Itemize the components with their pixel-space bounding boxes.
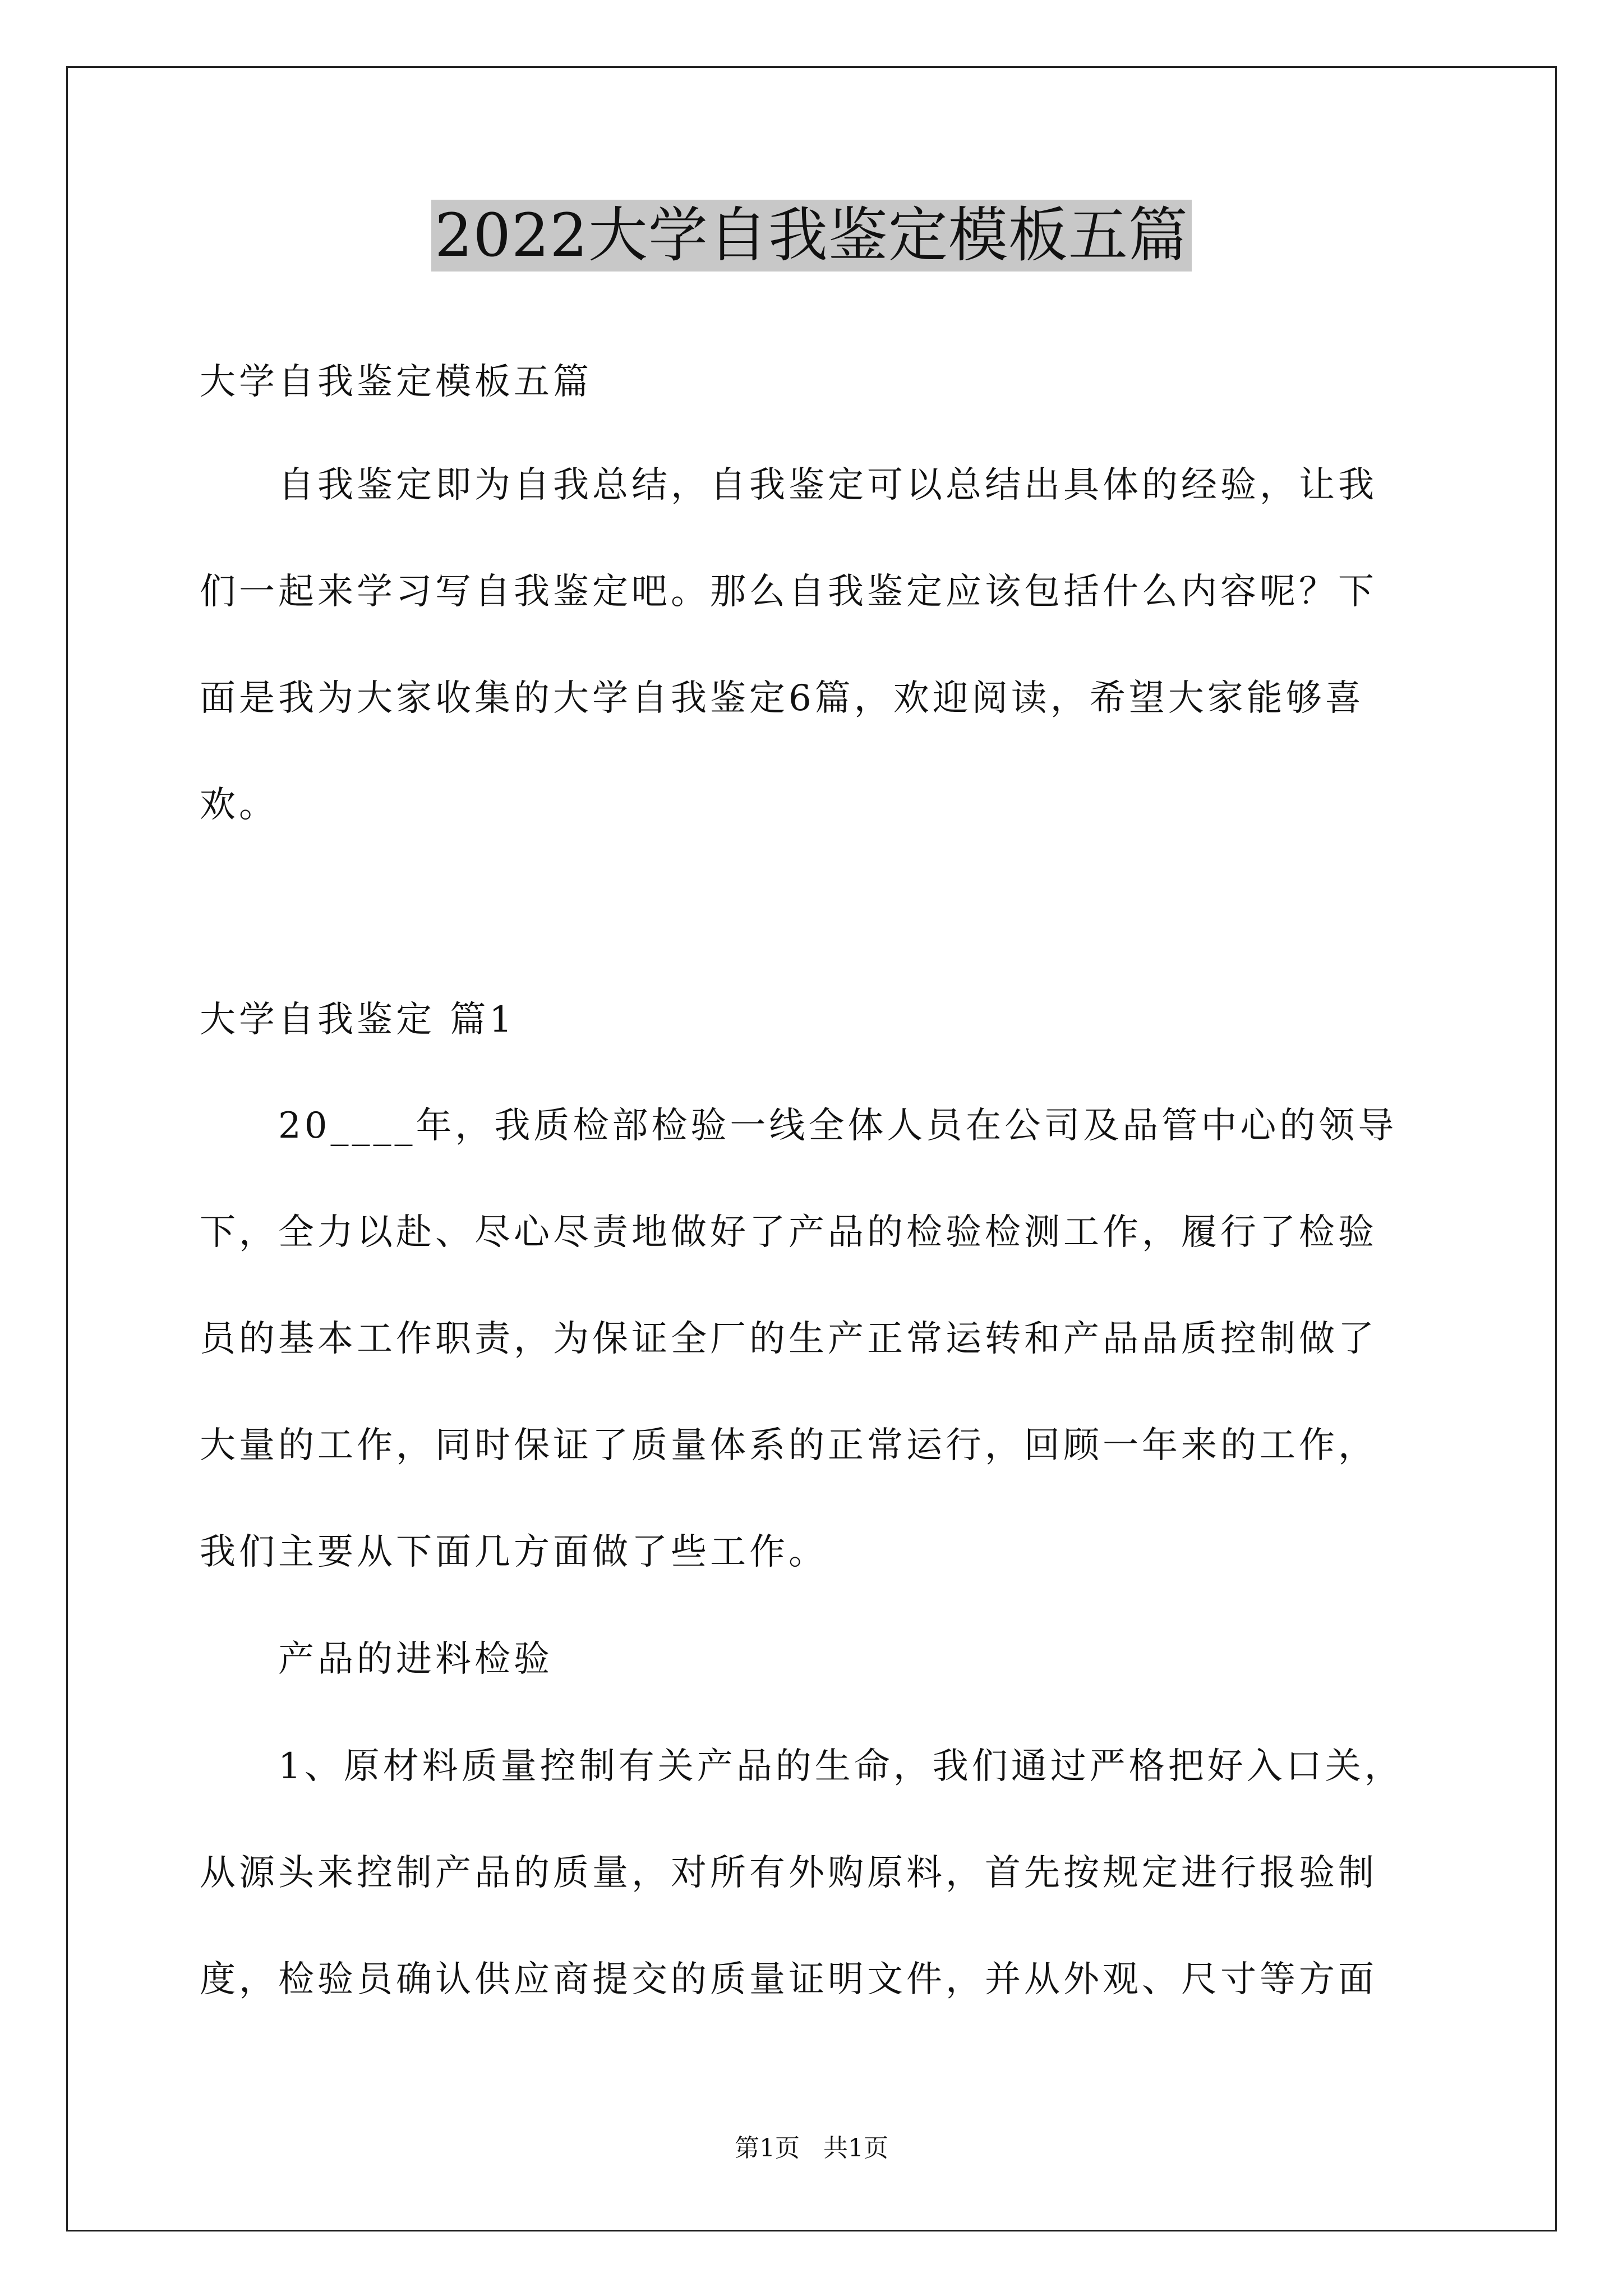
para2-line-3: 度，检验员确认供应商提交的质量证明文件，并从外观、尺寸等方面 [200,1959,1377,2000]
document-subtitle: 大学自我鉴定模板五篇 [200,361,592,403]
intro-line-4: 欢。 [200,784,278,826]
subheading: 产品的进料检验 [278,1639,553,1680]
intro-line-3: 面是我为大家收集的大学自我鉴定6篇，欢迎阅读，希望大家能够喜 [200,678,1364,719]
section-heading: 大学自我鉴定 篇1 [200,999,516,1041]
page-number: 第1页 [735,2134,800,2162]
para2-line-1: 1、原材料质量控制有关产品的生命，我们通过严格把好入口关， [278,1746,1404,1787]
para1-line-4: 大量的工作，同时保证了质量体系的正常运行，回顾一年来的工作， [200,1425,1377,1466]
para1-line-1: 20____年，我质检部检验一线全体人员在公司及品管中心的领导 [278,1105,1398,1147]
page-footer [0,2132,1623,2165]
intro-line-1: 自我鉴定即为自我总结，自我鉴定可以总结出具体的经验，让我 [278,464,1377,506]
intro-line-2: 们一起来学习写自我鉴定吧。那么自我鉴定应该包括什么内容呢？下 [200,571,1377,613]
para1-line-2: 下，全力以赴、尽心尽责地做好了产品的检验检测工作，履行了检验 [200,1212,1377,1253]
document-title-wrap [0,200,1623,272]
para2-line-2: 从源头来控制产品的质量，对所有外购原料，首先按规定进行报验制 [200,1852,1377,1894]
page-total: 共1页 [823,2134,888,2162]
para1-line-5: 我们主要从下面几方面做了些工作。 [200,1531,828,1573]
para1-line-3: 员的基本工作职责，为保证全厂的生产正常运转和产品品质控制做了 [200,1318,1377,1360]
document-title: 2022大学自我鉴定模板五篇 [431,200,1192,272]
